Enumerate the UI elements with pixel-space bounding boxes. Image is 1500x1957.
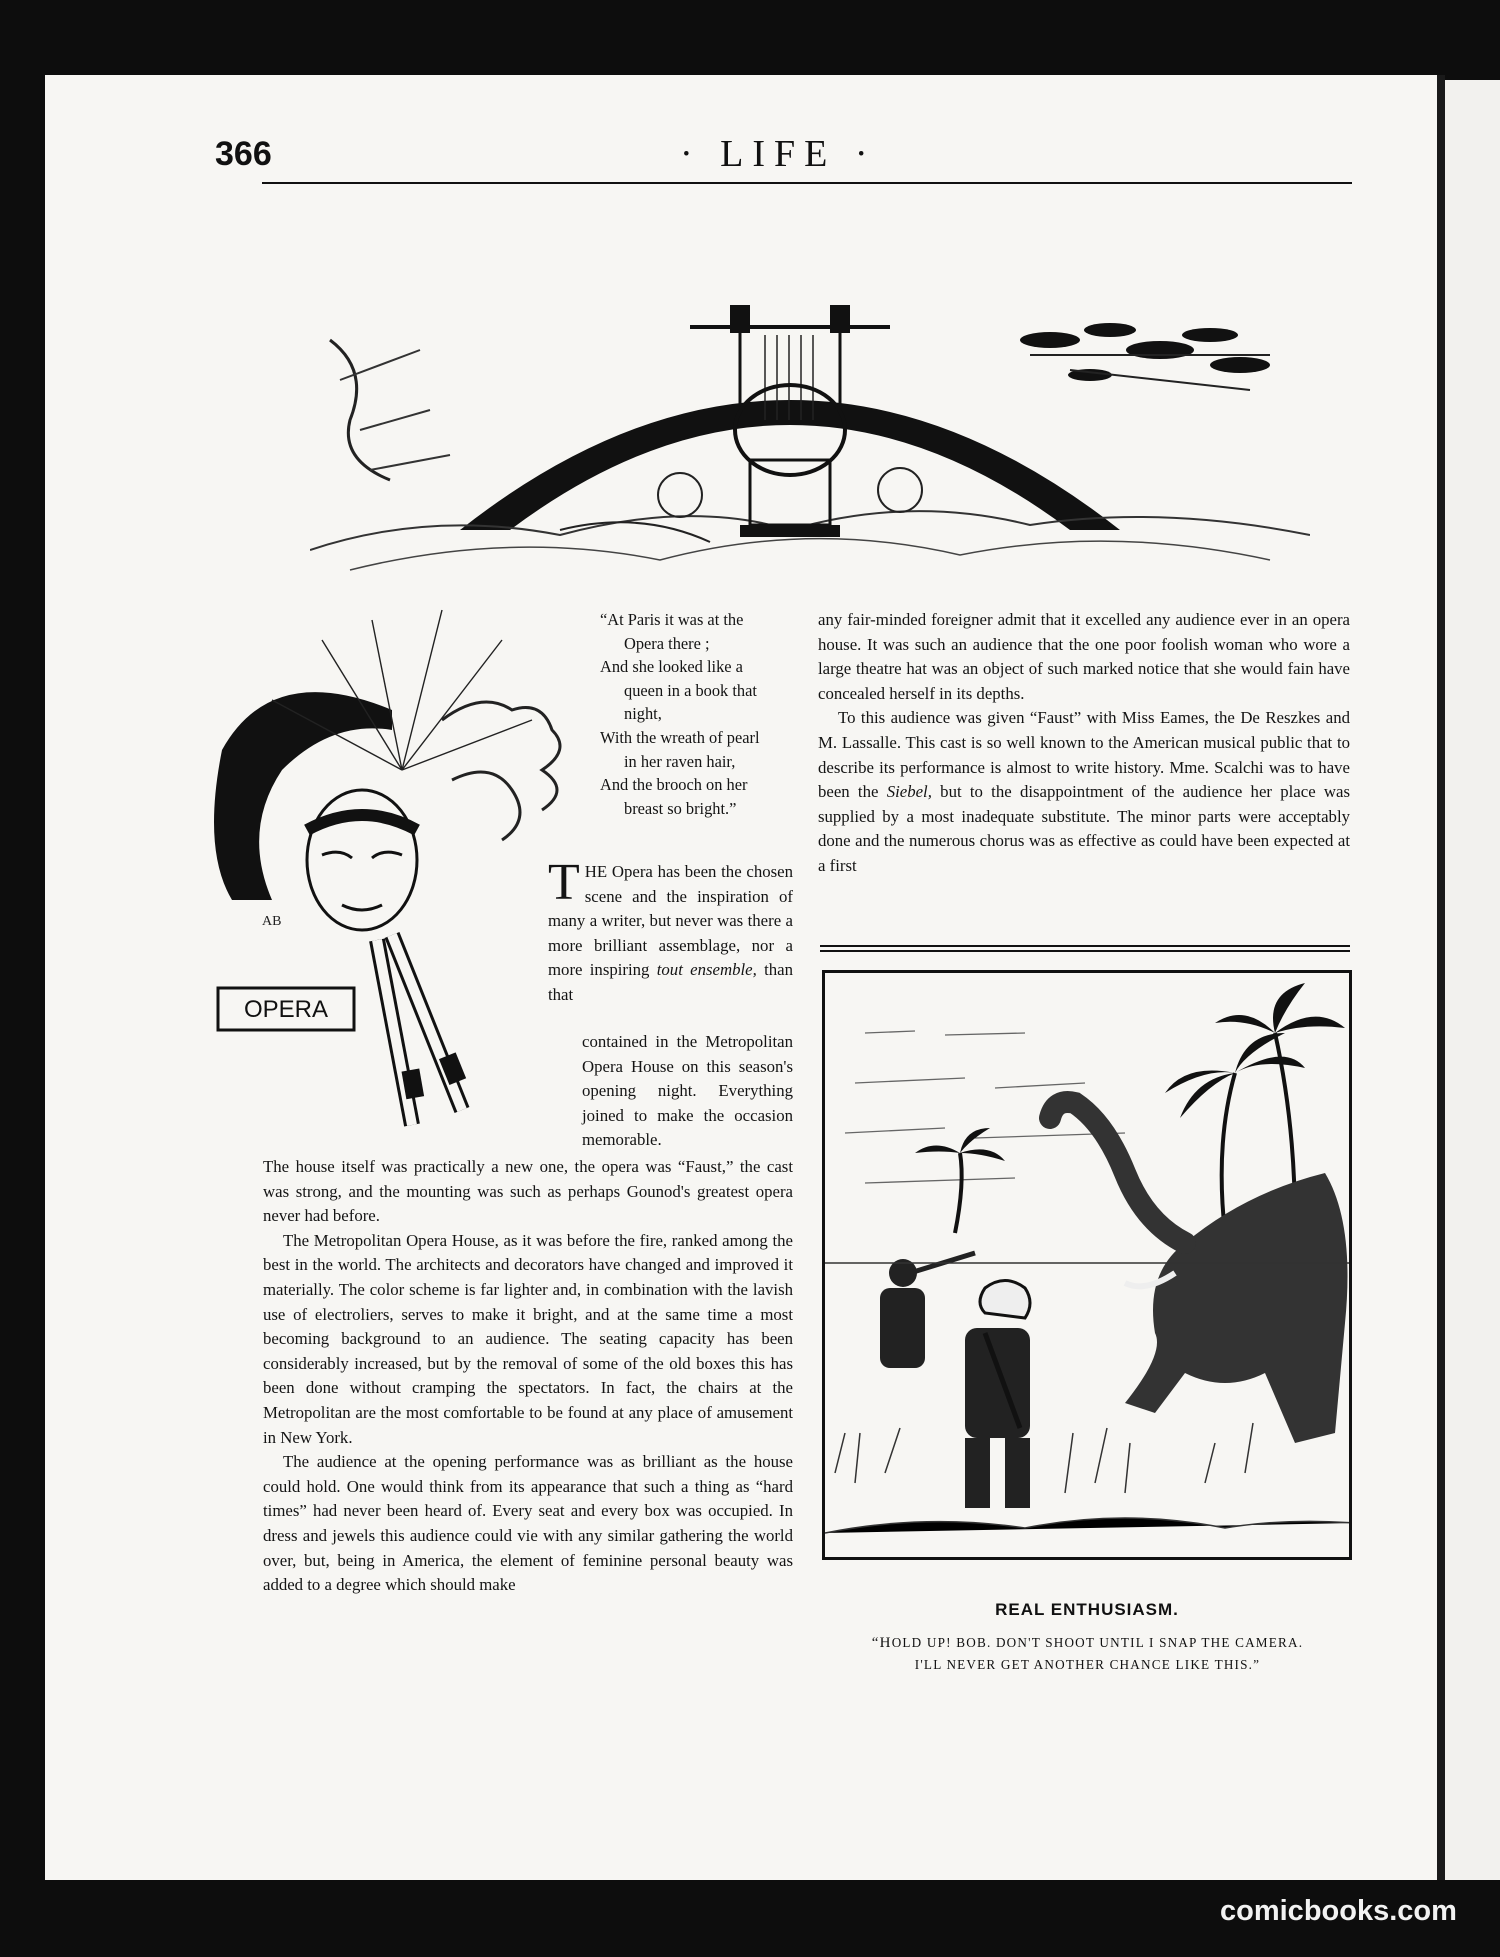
lyre-banner-illustration <box>310 280 1310 575</box>
page-gutter-shadow <box>1437 75 1445 1880</box>
page-number: 366 <box>215 135 272 173</box>
poem-line: With the wreath of pearl <box>600 727 760 747</box>
artist-monogram: AB <box>262 914 282 929</box>
article-paragraph: any fair-minded foreigner admit that it excelled any audience ever in an opera house. It was such an audience that the one poor foolish woman who wore a large theatre hat was an object of such marked notice that she would fain have concealed herself in its depths. <box>818 610 1350 703</box>
column-divider-rule <box>820 945 1350 947</box>
opera-sign-label: OPERA <box>243 996 329 1023</box>
poem-line: “At Paris it was at the <box>600 610 744 629</box>
elephant-hunt-illustration <box>825 973 1352 1560</box>
elephant-cartoon <box>822 970 1352 1560</box>
article-left-column <box>263 1155 793 1598</box>
poem-line: night, <box>624 704 662 724</box>
drop-cap: T <box>548 854 580 911</box>
article-narrow-paragraph <box>582 1030 793 1153</box>
article-paragraph: The Metropolitan Opera House, as it was before the fire, ranked among the best in the world. The architects and decorators have changed and improved it materially. The color scheme is far lighter and, in combination with the lavish use of electroliers, serves to make it bright, and at the same time a most becoming background to an audience. The seating capacity has been considerably increased, but by the removal of some of the old boxes this has been done without cramping the spectators. In fact, the chairs at the Metropolitan are the most comfortable to be found at any place of amusement in New York. <box>263 1230 793 1447</box>
article-italic-phrase: tout ensemble, <box>656 960 757 980</box>
site-watermark: comicbooks.com <box>1220 1895 1457 1927</box>
article-opening <box>548 854 793 1008</box>
article-text: but to the disappointment of the audience her place was supplied by a most inadequate substitute. The minor parts were acceptably done and the numerous chorus was as effective as could have been expected at a first <box>818 782 1350 875</box>
cartoon-caption-line: I'LL NEVER GET ANOTHER CHANCE LIKE THIS.” <box>914 1657 1261 1672</box>
masthead-rule <box>262 182 1352 184</box>
article-text: To this audience was given “Faust” with Miss Eames, the De Reszkes and M. Lassalle. This cast is so well known to the American musical public that to describe its performance is almost to write history. Mme. Scalchi was to have been the <box>818 708 1350 802</box>
column-divider-rule <box>820 950 1350 952</box>
opera-mask-vignette <box>212 600 592 1130</box>
poem-line: in her raven hair, <box>624 751 736 771</box>
poem-line: queen in a book that <box>624 680 757 700</box>
article-paragraph: The house itself was practically a new one, the opera was “Faust,” the cast was strong, and the mounting was such as perhaps Gounod's greatest opera never had before. <box>263 1157 793 1226</box>
poem-line: Opera there ; <box>624 633 710 653</box>
article-italic-role: Siebel, <box>886 782 932 802</box>
poem-line: breast so bright.” <box>624 798 737 818</box>
cartoon-title: REAL ENTHUSIASM. <box>995 1600 1179 1619</box>
article-paragraph: The audience at the opening performance was as brilliant as the house could hold. One would think from its appearance that such a thing as “hard times” had never been heard of. Every seat and every box was occupied. In dress and jewels this audience could vie with any similar gathering the world over, but, being in America, the element of feminine personal beauty was added to a degree which should make <box>263 1452 793 1595</box>
opening-poem <box>600 608 790 820</box>
cartoon-caption-line: “HOLD UP! BOB. DON'T SHOOT UNTIL I SNAP THE CAMERA. <box>871 1635 1304 1651</box>
article-opening-text: HE Opera has been the chosen scene and the inspiration of many a writer, but never was there a more brilliant assemblage, nor a more inspiring <box>548 862 793 980</box>
poem-line: And she looked like a <box>600 657 743 677</box>
facing-page-edge <box>1445 80 1500 1880</box>
article-right-column <box>818 608 1350 879</box>
masthead-title: · LIFE · <box>680 133 877 175</box>
cartoon-caption <box>815 1632 1360 1676</box>
poem-line: And the brooch on her <box>600 775 748 795</box>
article-text: contained in the Metropolitan Opera House on this season's opening night. Everything joined to make the occasion memorable. <box>582 1032 793 1150</box>
article-opening-continued: than that <box>548 960 793 1004</box>
article-paragraph <box>818 706 1350 878</box>
